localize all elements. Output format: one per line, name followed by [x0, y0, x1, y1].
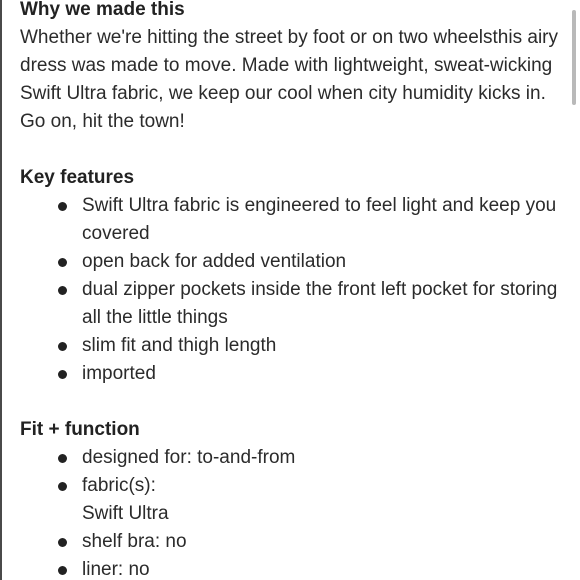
- bullet-icon: [58, 454, 67, 463]
- fit-function-list: [20, 444, 565, 580]
- scrollbar-thumb[interactable]: [572, 10, 576, 105]
- bullet-icon: [58, 566, 67, 575]
- list-item: [20, 248, 565, 276]
- list-item-text: fabric(s):: [82, 475, 156, 496]
- bullet-icon: [58, 482, 67, 491]
- bullet-icon: [58, 258, 67, 267]
- list-item-text: imported: [82, 363, 156, 384]
- why-heading: Why we made this: [20, 0, 185, 20]
- list-item-text: shelf bra: no: [82, 531, 187, 552]
- list-item: [20, 332, 565, 360]
- bullet-icon: [58, 342, 67, 351]
- list-item: [20, 472, 565, 528]
- key-features-list: [20, 192, 565, 388]
- bullet-icon: [58, 202, 67, 211]
- list-item: [20, 444, 565, 472]
- key-features-heading: Key features: [20, 167, 135, 188]
- key-features-section: [20, 164, 565, 388]
- bullet-icon: [58, 370, 67, 379]
- list-item-text: Swift Ultra fabric is engineered to feel light and keep you covered: [82, 195, 557, 244]
- list-item: [20, 192, 565, 248]
- list-item-text: slim fit and thigh length: [82, 335, 277, 356]
- why-we-made-this-section: [20, 0, 565, 136]
- product-description: [20, 0, 565, 580]
- fit-function-section: [20, 416, 565, 580]
- list-item: [20, 556, 565, 580]
- list-item-text: dual zipper pockets inside the front left pocket for storing all the little things: [82, 279, 558, 328]
- list-item-text: liner: no: [82, 559, 150, 580]
- list-item: [20, 360, 565, 388]
- bullet-icon: [58, 286, 67, 295]
- list-item: [20, 528, 565, 556]
- left-divider: [0, 0, 2, 580]
- bullet-icon: [58, 538, 67, 547]
- fit-function-heading: Fit + function: [20, 419, 140, 440]
- list-item-text: open back for added ventilation: [82, 251, 347, 272]
- list-item-subtext: Swift Ultra: [82, 503, 169, 524]
- list-item-text: designed for: to-and-from: [82, 447, 296, 468]
- list-item: [20, 276, 565, 332]
- why-body: Whether we're hitting the street by foot or on two wheelsthis airy dress was made to move. Made with lightweight, sweat-wicking Swift Ultra fabric, we keep our cool when city humidity kicks in. Go on, hit the town!: [20, 27, 558, 132]
